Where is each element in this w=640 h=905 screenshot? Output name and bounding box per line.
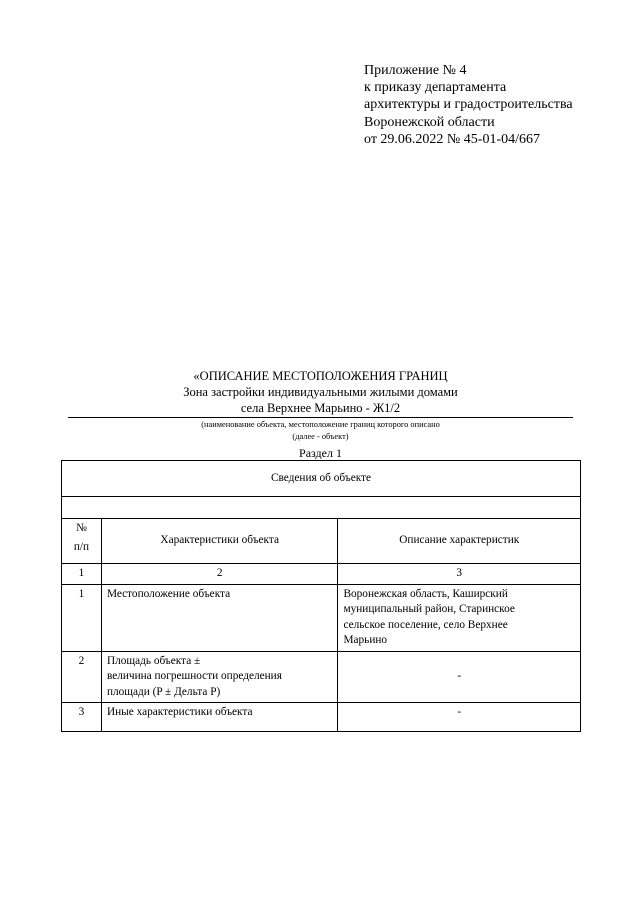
description-line: Марьино xyxy=(343,634,388,646)
header-num-label: п/п xyxy=(73,540,90,553)
characteristic-line: величина погрешности определения xyxy=(106,670,282,682)
header-description: Описание характеристик xyxy=(338,519,581,564)
row-characteristic xyxy=(101,651,338,703)
appendix-line: к приказу департамента xyxy=(364,80,507,96)
index-cell: 2 xyxy=(101,564,338,585)
description-line: муниципальный район, Старинское xyxy=(343,603,515,615)
appendix-line: архитектуры и градостроительства xyxy=(364,97,573,113)
table-row xyxy=(62,703,581,732)
document-title: «ОПИСАНИЕ МЕСТОПОЛОЖЕНИЯ ГРАНИЦ xyxy=(193,369,448,383)
table-index-row xyxy=(62,564,581,585)
row-number: 3 xyxy=(62,703,102,732)
object-name-line-1: Зона застройки индивидуальными жилыми домами xyxy=(183,385,458,399)
header-num-symbol: № xyxy=(76,522,87,534)
index-cell: 1 xyxy=(62,564,102,585)
table-heading-row xyxy=(62,461,581,497)
row-characteristic: Иные характеристики объекта xyxy=(101,703,338,732)
row-description: - xyxy=(338,651,581,703)
section-title: Раздел 1 xyxy=(299,446,342,460)
appendix-header xyxy=(364,62,624,148)
appendix-line: Воронежской области xyxy=(364,114,495,130)
row-characteristic: Местоположение объекта xyxy=(101,584,338,651)
row-description xyxy=(338,584,581,651)
document-title-block xyxy=(68,368,573,461)
table-row xyxy=(62,584,581,651)
characteristic-line: площади (P ± Дельта P) xyxy=(106,685,221,698)
description-line: сельское поселение, село Верхнее xyxy=(343,618,508,631)
appendix-line: от 29.06.2022 № 45-01-04/667 xyxy=(364,131,541,147)
table-header-row xyxy=(62,519,581,564)
row-number: 1 xyxy=(62,584,102,651)
appendix-line: Приложение № 4 xyxy=(364,63,467,78)
index-cell: 3 xyxy=(338,564,581,585)
title-underline xyxy=(68,417,573,418)
caption-line-2: (далее - объект) xyxy=(292,432,349,441)
table-heading: Сведения об объекте xyxy=(62,461,581,497)
header-num-cell xyxy=(62,519,102,564)
header-characteristics: Характеристики объекта xyxy=(101,519,338,564)
caption-line-1: (наименование объекта, местоположение границ которого описано xyxy=(201,420,440,429)
characteristic-line: Площадь объекта ± xyxy=(106,654,201,667)
table-spacer-cell xyxy=(62,497,581,519)
row-number: 2 xyxy=(62,651,102,703)
object-info-table xyxy=(61,460,581,732)
table-row xyxy=(62,651,581,703)
description-line: Воронежская область, Каширский xyxy=(343,587,508,600)
row-description: - xyxy=(338,703,581,732)
object-name-line-2: села Верхнее Марьино - Ж1/2 xyxy=(240,401,401,415)
table-spacer-row xyxy=(62,497,581,519)
